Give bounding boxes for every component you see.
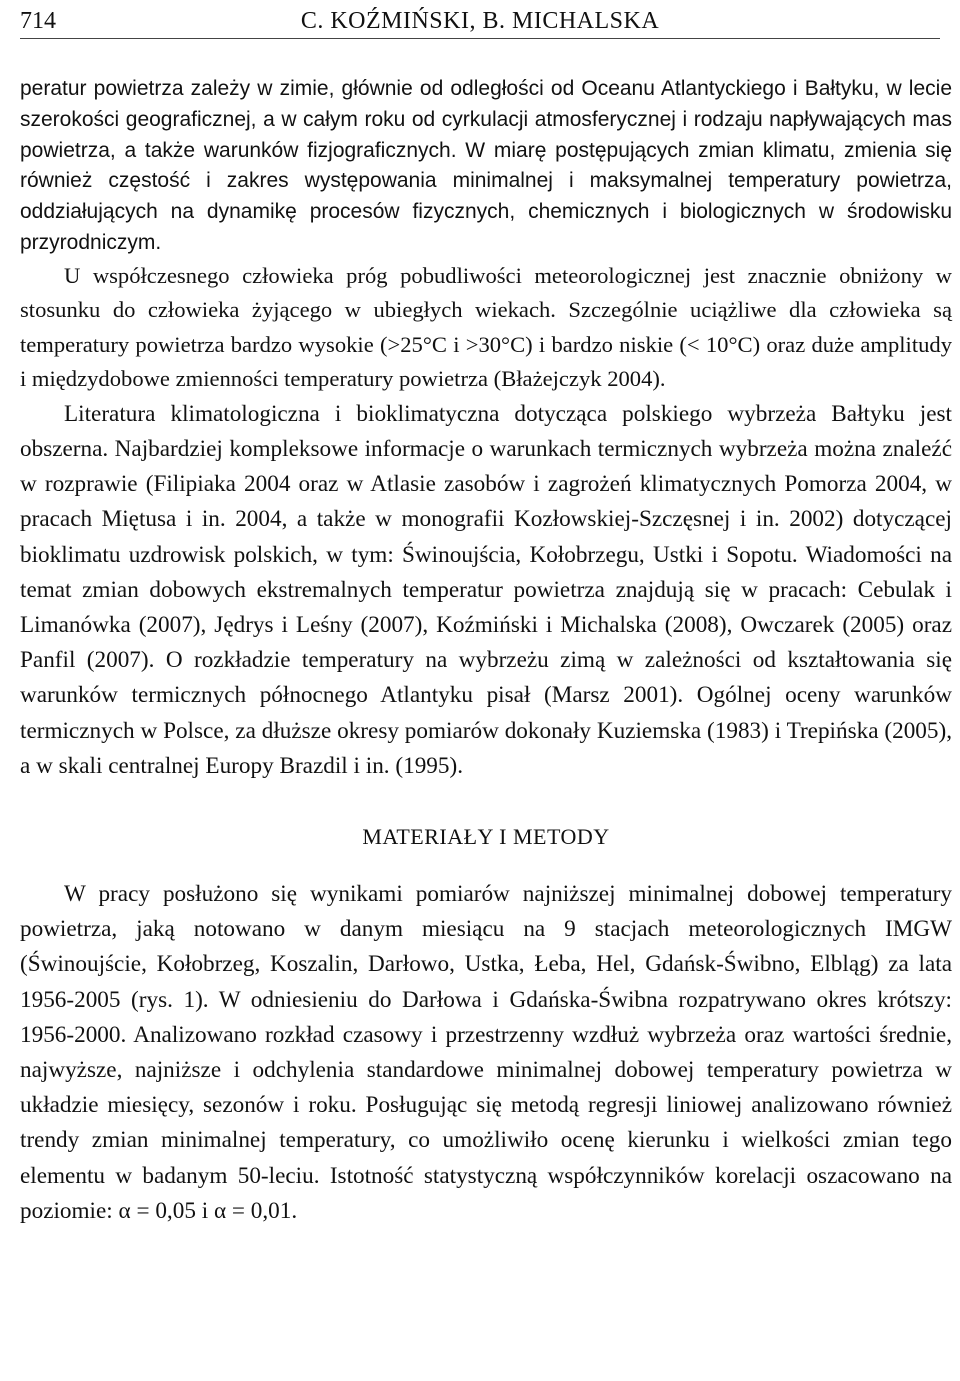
paragraph-meteorological-sensitivity: U współczesnego człowieka próg pobudliwości meteorologicznej jest znacznie obniżony w stosunku do człowieka żyjącego w ubiegłych wiekach. Szczególnie uciążliwe dla człowieka są temperatury powietrza bardzo wysokie (>25°C i >30°C) i bardzo niskie (< 10°C) oraz duże amplitudy i międzydobowe zmienności temperatury powietrza (Błażejczyk 2004).	[20, 262, 952, 392]
article-body	[20, 74, 952, 1229]
section-heading-materials-methods: MATERIAŁY I METODY	[362, 824, 610, 850]
paragraph-methods: W pracy posłużono się wynikami pomiarów najniższej minimalnej dobowej temperatury powietrza, jaką notowano w danym miesiącu na 9 stacjach meteorologicznych IMGW (Świnoujście, Kołobrzeg, Koszalin, Darłowo, Ustka, Łeba, Hel, Gdańsk-Świbno, Elbląg) za lata 1956-2005 (rys. 1). W odniesieniu do Darłowa i Gdańska-Świbna rozpatrywano okres krótszy: 1956-2000. Analizowano rozkład czasowy i przestrzenny wzdłuż wybrzeża oraz wartości średnie, najwyższe, najniższe i odchylenia standardowe minimalnej dobowej temperatury powietrza w układzie miesięcy, sezonów i roku. Posługując się metodą regresji liniowej analizowano również trendy zmian minimalnej temperatury, co umożliwiło ocenę kierunku i wielkości zmian tego elementu w badanym 50-leciu. Istotność statystyczną współczynników korelacji oszacowano na poziomie: α = 0,05 i α = 0,01.	[20, 881, 952, 1224]
page-number: 714	[20, 8, 56, 34]
running-head: C. KOŹMIŃSKI, B. MICHALSKA	[300, 8, 660, 34]
paragraph-climate-factors: peratur powietrza zależy w zimie, głównie od odległości od Oceanu Atlantyckiego i Bałtyku, w lecie szerokości geograficznej, a w całym roku od cyrkulacji atmosferycznej i rodzaju napływających mas powietrza, a także warunków fizjograficznych. W miarę postępujących zmian klimatu, zmienia się również częstość i zakres występowania minimalnej i maksymalnej temperatury powietrza, oddziałujących na dynamikę procesów fizycznych, chemicznych i biologicznych w środowisku przyrodniczym.	[20, 77, 952, 254]
paragraph-literature-review: Literatura klimatologiczna i bioklimatyczna dotycząca polskiego wybrzeża Bałtyku jest obszerna. Najbardziej kompleksowe informacje o warunkach termicznych wybrzeża można znaleźć w rozprawie (Filipiaka 2004 oraz w Atlasie zasobów i zagrożeń klimatycznych Pomorza 2004, w pracach Miętusa i in. 2004, a także w monografii Kozłowskiej-Szczęsnej i in. 2002) dotyczącej bioklimatu uzdrowisk polskich, w tym: Świnoujścia, Kołobrzegu, Ustki i Sopotu. Wiadomości na temat zmian dobowych ekstremalnych temperatur powietrza znajdują się w pracach: Cebulak i Limanówka (2007), Jędrys i Leśny (2007), Koźmiński i Michalska (2008), Owczarek (2005) oraz Panfil (2007). O rozkładzie temperatury na wybrzeżu zimą w zależności od kształtowania się warunków termicznych północnego Atlantyku pisał (Marsz 2001). Ogólnej oceny warunków termicznych w Polsce, za dłuższe okresy pomiarów dokonały Kuziemska (1983) i Trepińska (2005), a w skali centralnej Europy Brazdil i in. (1995).	[20, 400, 952, 779]
page-header	[20, 4, 940, 39]
